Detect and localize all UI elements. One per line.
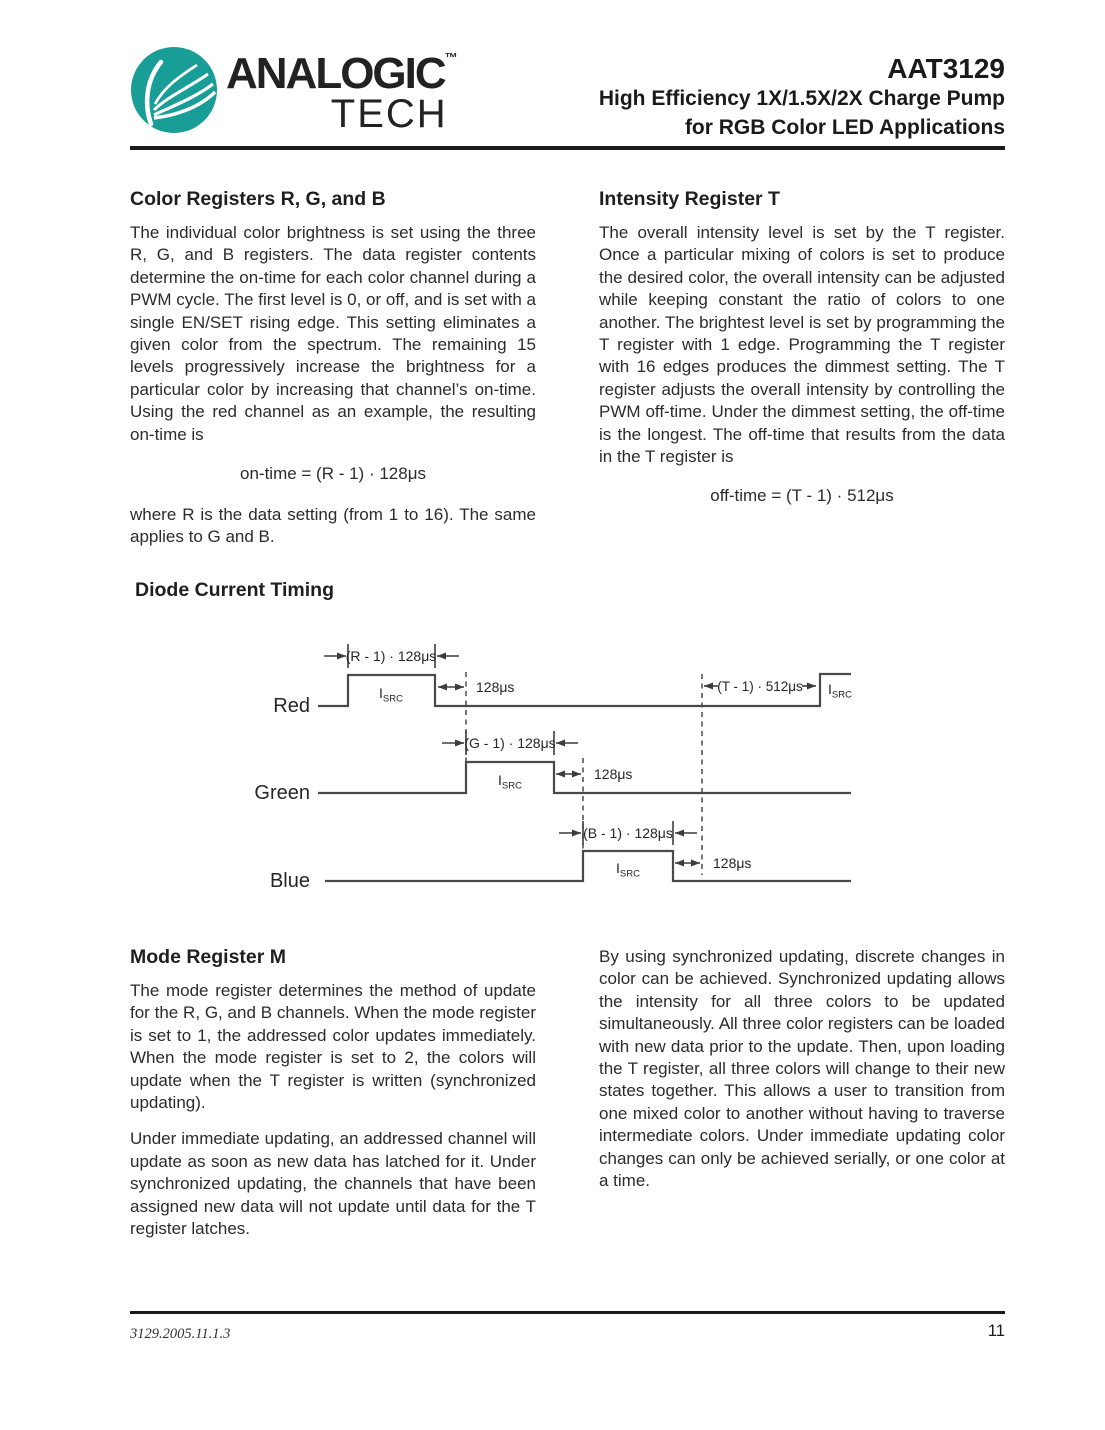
footer-page-number: 11 <box>987 1322 1005 1340</box>
blue-duration-label: (B - 1) · 128μs <box>583 825 673 841</box>
color-registers-paragraph-2: where R is the data setting (from 1 to 16). The same applies to G and B. <box>130 505 536 547</box>
brand-name-tech: TECH <box>330 92 448 137</box>
blue-offset-label: 128μs <box>713 855 752 871</box>
green-duration-label: (G - 1) · 128μs <box>464 735 556 751</box>
brand-name-text: ANALOGIC <box>226 49 445 98</box>
mode-register-section <box>130 946 536 1254</box>
brand-name-analogic <box>226 49 458 98</box>
intensity-register-heading: Intensity Register T <box>599 188 780 210</box>
red-offset-label: 128μs <box>476 679 515 695</box>
trademark-symbol: ™ <box>444 50 458 65</box>
blue-isrc-label: $I_{SRC}$ <box>616 860 640 880</box>
t-duration-label: (T - 1) · 512μs <box>717 679 803 694</box>
footer-divider <box>130 1311 1005 1314</box>
mode-register-right-column <box>599 946 1005 1254</box>
header-divider <box>130 146 1005 150</box>
top-text-columns <box>130 188 1005 563</box>
on-time-equation: on-time = (R - 1) · 128μs <box>240 464 426 484</box>
company-logo <box>130 46 458 137</box>
brand-wordmark <box>226 46 458 137</box>
mode-register-paragraph-3: By using synchronized updating, discrete changes in color can be achieved. Synchronized updating allows the intensity for all three colors to be updated simultaneously. All three color registers can be loaded with new data prior to the update. Then, upon loading the T register, all three colors will change to their new states together. This allows a user to transition from one mixed color to another without having to traverse intermediate colors. Under immediate updating color changes can only be achieved serially, or one color at a time. <box>599 947 1005 1191</box>
part-number: AAT3129 <box>887 53 1005 84</box>
color-registers-heading: Color Registers R, G, and B <box>130 188 386 210</box>
color-registers-paragraph-1: The individual color brightness is set using the three R, G, and B registers. The data register contents determine the on-time for each color channel during a PWM cycle. The first level is 0, or off, and is set with a single EN/SET rising edge. This setting eliminates a given color from the spectrum. The remaining 15 levels progressively increase the brightness for a particular color by increasing that channel’s on-time. Using the red channel as an example, the resulting on-time is <box>130 223 536 444</box>
red-row-label: Red <box>273 695 310 717</box>
red-second-isrc-label: $I_{SRC}$ <box>828 681 852 701</box>
off-time-equation: off-time = (T - 1) · 512μs <box>710 486 894 506</box>
green-row-label: Green <box>254 782 310 804</box>
color-registers-section <box>130 188 536 563</box>
red-isrc-label: $I_{SRC}$ <box>379 685 403 705</box>
mode-register-heading: Mode Register M <box>130 946 287 968</box>
red-duration-label: (R - 1) · 128μs <box>345 648 437 664</box>
green-waveform <box>318 762 851 793</box>
document-title-block <box>599 46 1005 143</box>
intensity-register-section <box>599 188 1005 563</box>
diode-current-timing-heading: Diode Current Timing <box>135 579 334 601</box>
mode-register-columns <box>130 946 1005 1254</box>
green-isrc-label: $I_{SRC}$ <box>498 772 522 792</box>
doc-subtitle-line2: for RGB Color LED Applications <box>684 115 1005 139</box>
green-offset-label: 128μs <box>594 766 633 782</box>
diode-current-timing-diagram <box>120 630 865 908</box>
blue-waveform <box>325 851 851 881</box>
footer-document-number: 3129.2005.11.1.3 <box>130 1326 231 1342</box>
doc-subtitle-line1: High Efficiency 1X/1.5X/2X Charge Pump <box>598 86 1005 110</box>
page-header <box>130 46 1005 143</box>
analogictech-leaf-logo-icon <box>130 46 218 134</box>
blue-row-label: Blue <box>269 870 310 892</box>
mode-register-paragraph-2: Under immediate updating, an addressed channel will update as soon as new data has latched for it. Under synchronized updating, the channels that have been assigned new data will not update until data for the T register latches. <box>130 1129 536 1239</box>
mode-register-paragraph-1: The mode register determines the method of update for the R, G, and B channels. When the mode register is set to 1, the addressed color updates immediately. When the mode register is set to 2, the colors will update when the T register is written (synchronized updating). <box>130 981 536 1113</box>
intensity-register-paragraph: The overall intensity level is set by the T register. Once a particular mixing of colors is set to produce the desired color, the overall intensity can be adjusted while keeping constant the ratio of colors to one another. The brightest level is set by programming the T register with 1 edge. Programming the T register with 16 edges produces the dimmest setting. The T register adjusts the overall intensity by controlling the PWM off-time. Under the dimmest setting, the off-time is the longest. The off-time that results from the data in the T register is <box>599 223 1005 467</box>
